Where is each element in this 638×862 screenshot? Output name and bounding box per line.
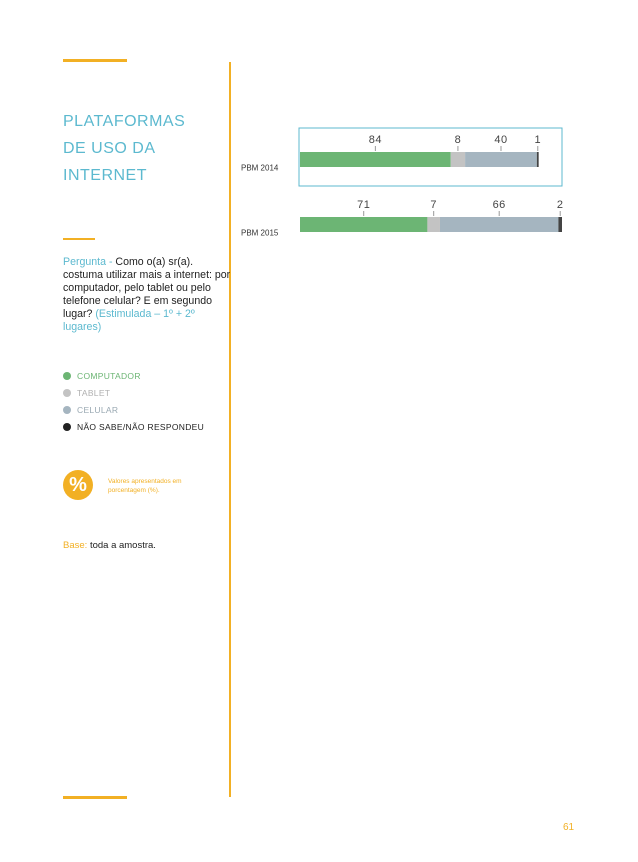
bottom-accent-rule bbox=[63, 796, 127, 799]
bar-segment bbox=[558, 217, 562, 232]
row-label-1: PBM 2014 bbox=[241, 163, 279, 173]
legend-item-computador bbox=[63, 367, 204, 384]
data-label: 40 bbox=[494, 134, 508, 146]
legend-label-nao-sabe: NÃO SABE/NÃO RESPONDEU bbox=[77, 421, 205, 432]
top-accent-rule bbox=[63, 59, 127, 62]
legend-dot-computador bbox=[63, 372, 71, 380]
data-label: 7 bbox=[430, 199, 438, 211]
bar-segment bbox=[451, 152, 465, 167]
data-label: 2 bbox=[556, 199, 564, 211]
legend-item-nao-sabe bbox=[63, 418, 204, 435]
data-label: 1 bbox=[534, 134, 542, 146]
legend-dot-nao-sabe bbox=[63, 423, 71, 431]
bar-segment bbox=[537, 152, 539, 167]
base-label: Base: bbox=[63, 540, 88, 551]
legend bbox=[63, 367, 204, 435]
data-label: 84 bbox=[368, 134, 382, 146]
percent-icon: % bbox=[63, 470, 93, 500]
row-label-2: PBM 2015 bbox=[241, 228, 279, 238]
legend-dot-tablet bbox=[63, 389, 71, 397]
legend-item-tablet bbox=[63, 384, 204, 401]
title-line-2: DE USO DA bbox=[63, 140, 156, 157]
data-label: 71 bbox=[357, 199, 371, 211]
legend-label-computador: COMPUTADOR bbox=[77, 370, 141, 381]
page-title bbox=[63, 108, 223, 189]
question-note: (Estimulada – 1º + 2º lugares) bbox=[63, 308, 195, 333]
bar-segment bbox=[300, 152, 451, 167]
mid-accent-rule bbox=[63, 238, 95, 240]
data-label: 8 bbox=[454, 134, 462, 146]
question-block bbox=[63, 256, 233, 334]
percent-note: Valores apresentados em porcentagem (%). bbox=[108, 478, 182, 494]
bar-segment bbox=[427, 217, 440, 232]
stacked-bar-chart bbox=[238, 126, 578, 246]
base-text: toda a amostra. bbox=[89, 540, 156, 551]
legend-item-celular bbox=[63, 401, 204, 418]
title-line-1: PLATAFORMAS bbox=[63, 113, 186, 130]
question-text: Como o(a) sr(a). costuma utilizar mais a internet: por computador, pelo tablet ou pelo telefone celular? E em segundo lugar? bbox=[63, 256, 231, 320]
legend-dot-celular bbox=[63, 406, 71, 414]
question-label: Pergunta - bbox=[63, 256, 113, 268]
bar-segment bbox=[300, 217, 427, 232]
page-number: 61 bbox=[563, 822, 575, 833]
sidebar-divider bbox=[229, 62, 231, 797]
bar-segment bbox=[465, 152, 537, 167]
bar-segment bbox=[440, 217, 558, 232]
legend-label-tablet: TABLET bbox=[77, 387, 111, 398]
title-line-3: INTERNET bbox=[63, 167, 147, 184]
data-label: 66 bbox=[492, 199, 506, 211]
base-note bbox=[63, 540, 156, 551]
legend-label-celular: CELULAR bbox=[77, 404, 119, 415]
